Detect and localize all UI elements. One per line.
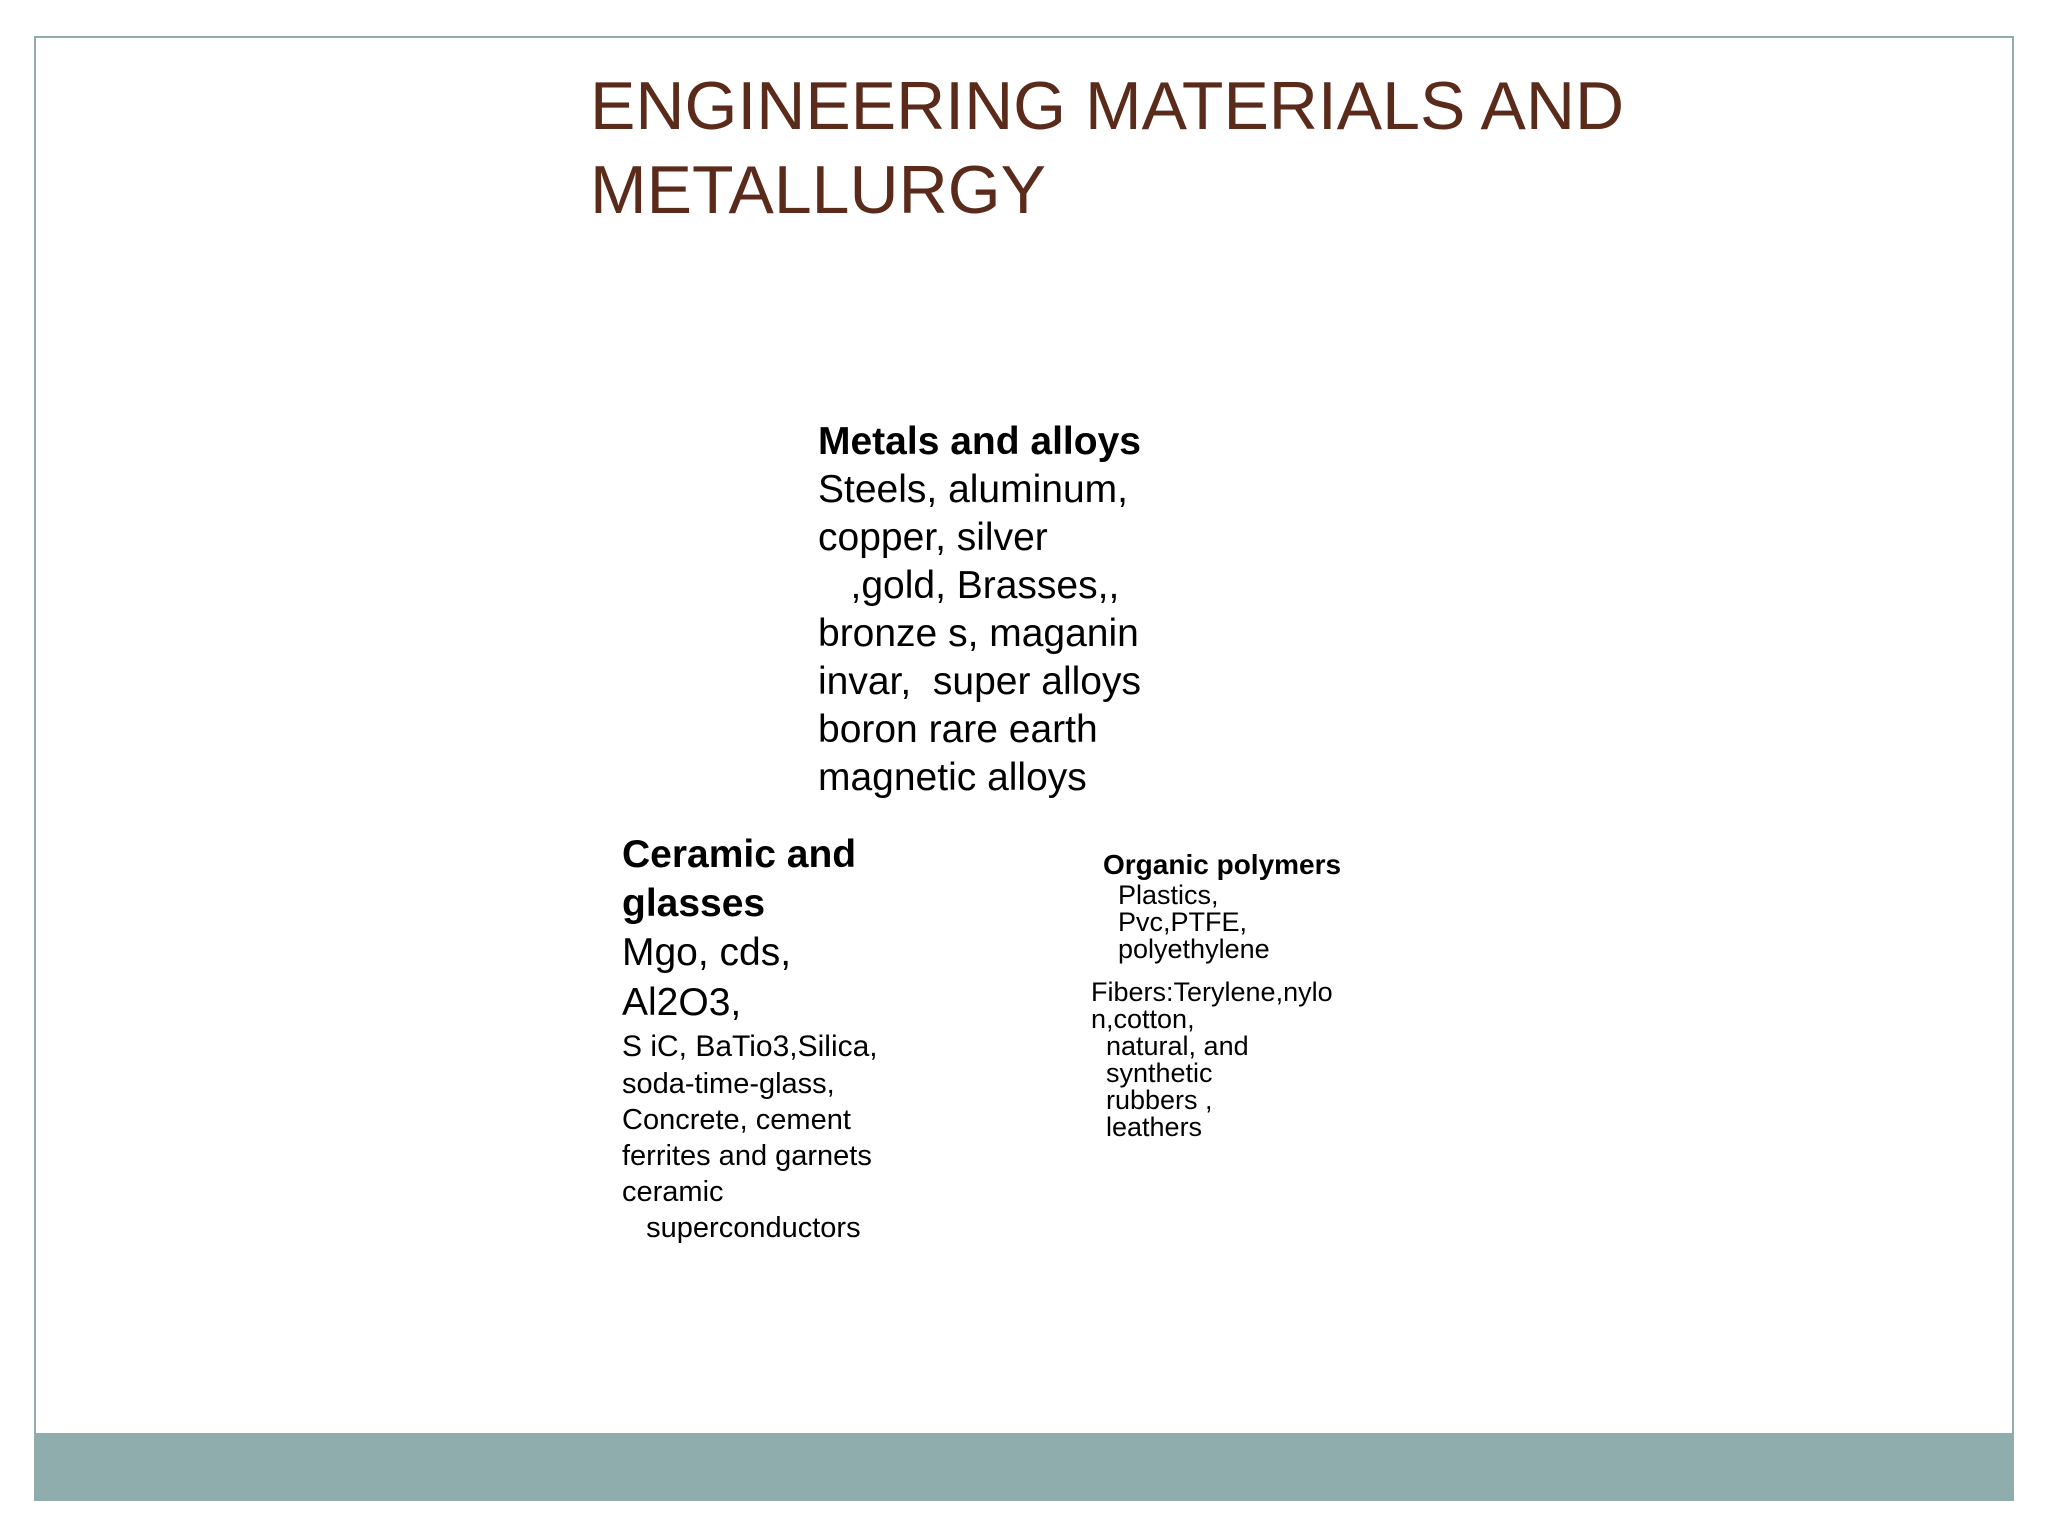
metals-line: boron rare earth — [818, 708, 1098, 751]
metals-line: invar, super alloys — [818, 660, 1141, 703]
fiber-line: leathers — [1091, 1112, 1203, 1142]
ceramic-line: Al2O3, — [622, 981, 742, 1024]
metals-line: bronze s, maganin — [818, 612, 1139, 655]
metals-and-alloys-block — [818, 418, 1141, 802]
ceramic-line: superconductors — [622, 1212, 861, 1244]
fiber-line: n,cotton, — [1091, 1004, 1195, 1034]
title-line-2: METALLURGY — [590, 152, 1046, 228]
ceramic-line: Mgo, cds, — [622, 931, 792, 974]
ceramic-heading-line-1: Ceramic and — [622, 833, 857, 876]
metals-line: ,gold, Brasses,, — [818, 564, 1120, 607]
organic-line: Plastics, — [1103, 880, 1219, 910]
metals-line: copper, silver — [818, 516, 1048, 559]
ceramic-line: Concrete, cement — [622, 1104, 851, 1136]
ceramic-line: S iC, BaTio3,Silica, — [622, 1030, 878, 1063]
ceramic-line: ferrites and garnets — [622, 1140, 872, 1172]
fiber-line: natural, and — [1091, 1031, 1249, 1061]
footer-bar — [34, 1433, 2014, 1501]
fiber-line: synthetic — [1091, 1058, 1213, 1088]
metals-line: magnetic alloys — [818, 756, 1087, 799]
title-line-1: ENGINEERING MATERIALS AND — [590, 68, 1625, 144]
ceramic-line: soda-time-glass, — [622, 1068, 835, 1100]
slide-title — [590, 64, 1890, 232]
metals-heading: Metals and alloys — [818, 420, 1141, 463]
ceramic-and-glasses-block — [622, 830, 878, 1246]
organic-line: Pvc,PTFE, — [1103, 907, 1248, 937]
ceramic-line: ceramic — [622, 1176, 724, 1208]
fiber-line: rubbers , — [1091, 1085, 1213, 1115]
organic-polymers-block — [1091, 848, 1342, 1142]
ceramic-heading-line-2: glasses — [622, 882, 766, 925]
organic-heading: Organic polymers — [1103, 849, 1342, 880]
fiber-line: Fibers:Terylene,nylo — [1091, 977, 1333, 1007]
metals-line: Steels, aluminum, — [818, 468, 1128, 511]
organic-line: polyethylene — [1103, 934, 1270, 964]
